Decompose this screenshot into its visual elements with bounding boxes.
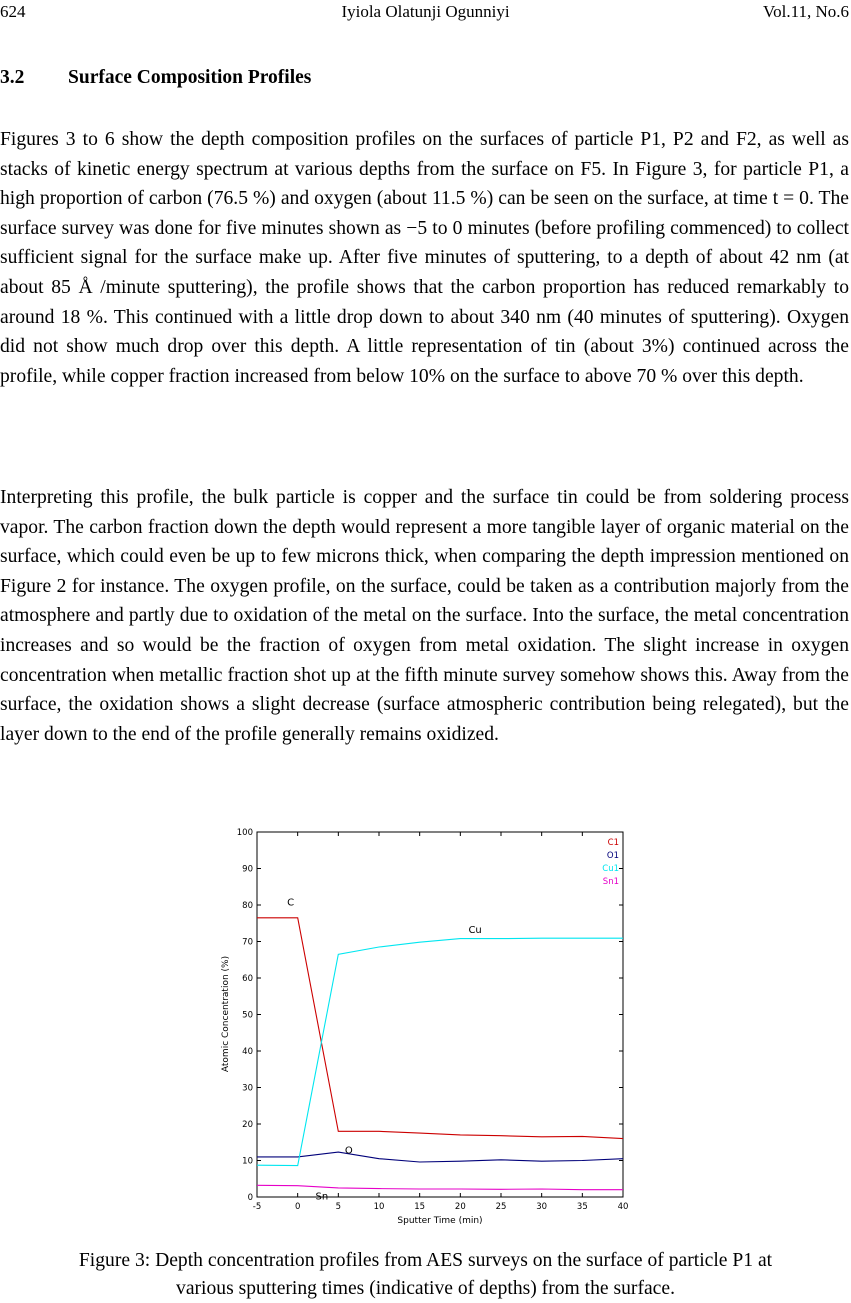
y-tick-label: 70	[242, 937, 253, 948]
legend-entry-c1: C1	[607, 838, 619, 848]
volume-label: Vol.11, No.6	[763, 2, 849, 21]
x-axis-label: Sputter Time (min)	[397, 1216, 483, 1226]
x-tick-label: 35	[576, 1202, 588, 1212]
figure-caption	[0, 1247, 851, 1303]
y-tick-label: 80	[242, 901, 253, 911]
series-label-cu1: Cu	[468, 925, 482, 937]
figure-3	[212, 822, 642, 1232]
y-tick-label: 40	[242, 1047, 253, 1057]
x-tick-label: 15	[414, 1202, 426, 1212]
y-tick-label: 0	[247, 1193, 253, 1203]
y-tick-label: 50	[242, 1010, 253, 1021]
series-label-sn1: Sn	[315, 1191, 329, 1203]
x-tick-label: -5	[252, 1202, 262, 1212]
body-paragraph: Figures 3 to 6 show the depth composition profiles on the surfaces of particle P1, P2 and F2, as well as stacks of kinetic energy spectrum at various depths from the surface on F5. In Figure 3, for particle P1, a high proportion of carbon (76.5 %) and oxygen (about 11.5 %) can be seen on the surface, at time t = 0. The surface survey was done for five minutes shown as −5 to 0 minutes (before profiling commenced) to collect sufficient signal for the surface make up. After five minutes of sputtering, to a depth of about 42 nm (at about 85 Å /minute sputtering), the profile shows that the carbon proportion has reduced remarkably to around 18 %. This continued with a little drop down to about 340 nm (40 minutes of sputtering). Oxygen did not show much drop over this depth. A little representation of tin (about 3%) continued across the profile, while copper fraction increased from below 10% on the surface to above 70 % over this depth.	[0, 129, 849, 387]
series-label-c1: C	[287, 897, 295, 909]
y-axis-label: Atomic Concentration (%)	[221, 955, 231, 1073]
x-tick-label: 0	[294, 1202, 301, 1212]
y-tick-label: 90	[242, 864, 253, 875]
caption-line: various sputtering times (indicative of depths) from the surface.	[176, 1278, 675, 1299]
section-heading	[0, 67, 311, 89]
y-tick-label: 10	[242, 1156, 253, 1167]
depth-profile-chart	[212, 822, 642, 1232]
x-tick-label: 40	[617, 1202, 629, 1212]
page-header	[0, 2, 851, 24]
y-tick-label: 100	[236, 828, 253, 838]
body-paragraph: Interpreting this profile, the bulk particle is copper and the surface tin could be from soldering process vapor. The carbon fraction down the depth would represent a more tangible layer of organic material on the surface, which could even be up to few microns thick, when comparing the depth impression mentioned on Figure 2 for instance. The oxygen profile, on the surface, could be taken as a contribution majorly from the atmosphere and partly due to oxidation of the metal on the surface. Into the surface, the metal concentration increases and so would be the fraction of oxygen from metal oxidation. The slight increase in oxygen concentration when metallic fraction shot up at the fifth minute survey somehow shows this. Away from the surface, the oxidation shows a slight decrease (surface atmospheric contribution being relegated), but the layer down to the end of the profile generally remains oxidized.	[0, 487, 849, 745]
x-tick-label: 25	[495, 1202, 507, 1212]
x-tick-label: 20	[454, 1202, 466, 1212]
y-tick-label: 60	[242, 974, 253, 984]
section-number: 3.2	[0, 67, 25, 88]
x-tick-label: 30	[536, 1202, 548, 1212]
y-tick-label: 30	[242, 1083, 253, 1094]
section-title: Surface Composition Profiles	[68, 67, 312, 88]
x-tick-label: 10	[373, 1202, 385, 1212]
page-number: 624	[0, 2, 26, 21]
running-author: Iyiola Olatunji Ogunniyi	[341, 2, 510, 21]
plot-frame	[257, 832, 623, 1197]
caption-line: Figure 3: Depth concentration profiles from AES surveys on the surface of particle P1 at	[78, 1250, 773, 1271]
legend-entry-cu1: Cu1	[602, 864, 619, 874]
x-tick-label: 5	[335, 1202, 342, 1212]
legend-entry-sn1: Sn1	[602, 877, 619, 887]
legend-entry-o1: O1	[606, 851, 619, 861]
series-label-o1: O	[344, 1145, 353, 1157]
y-tick-label: 20	[242, 1120, 253, 1130]
